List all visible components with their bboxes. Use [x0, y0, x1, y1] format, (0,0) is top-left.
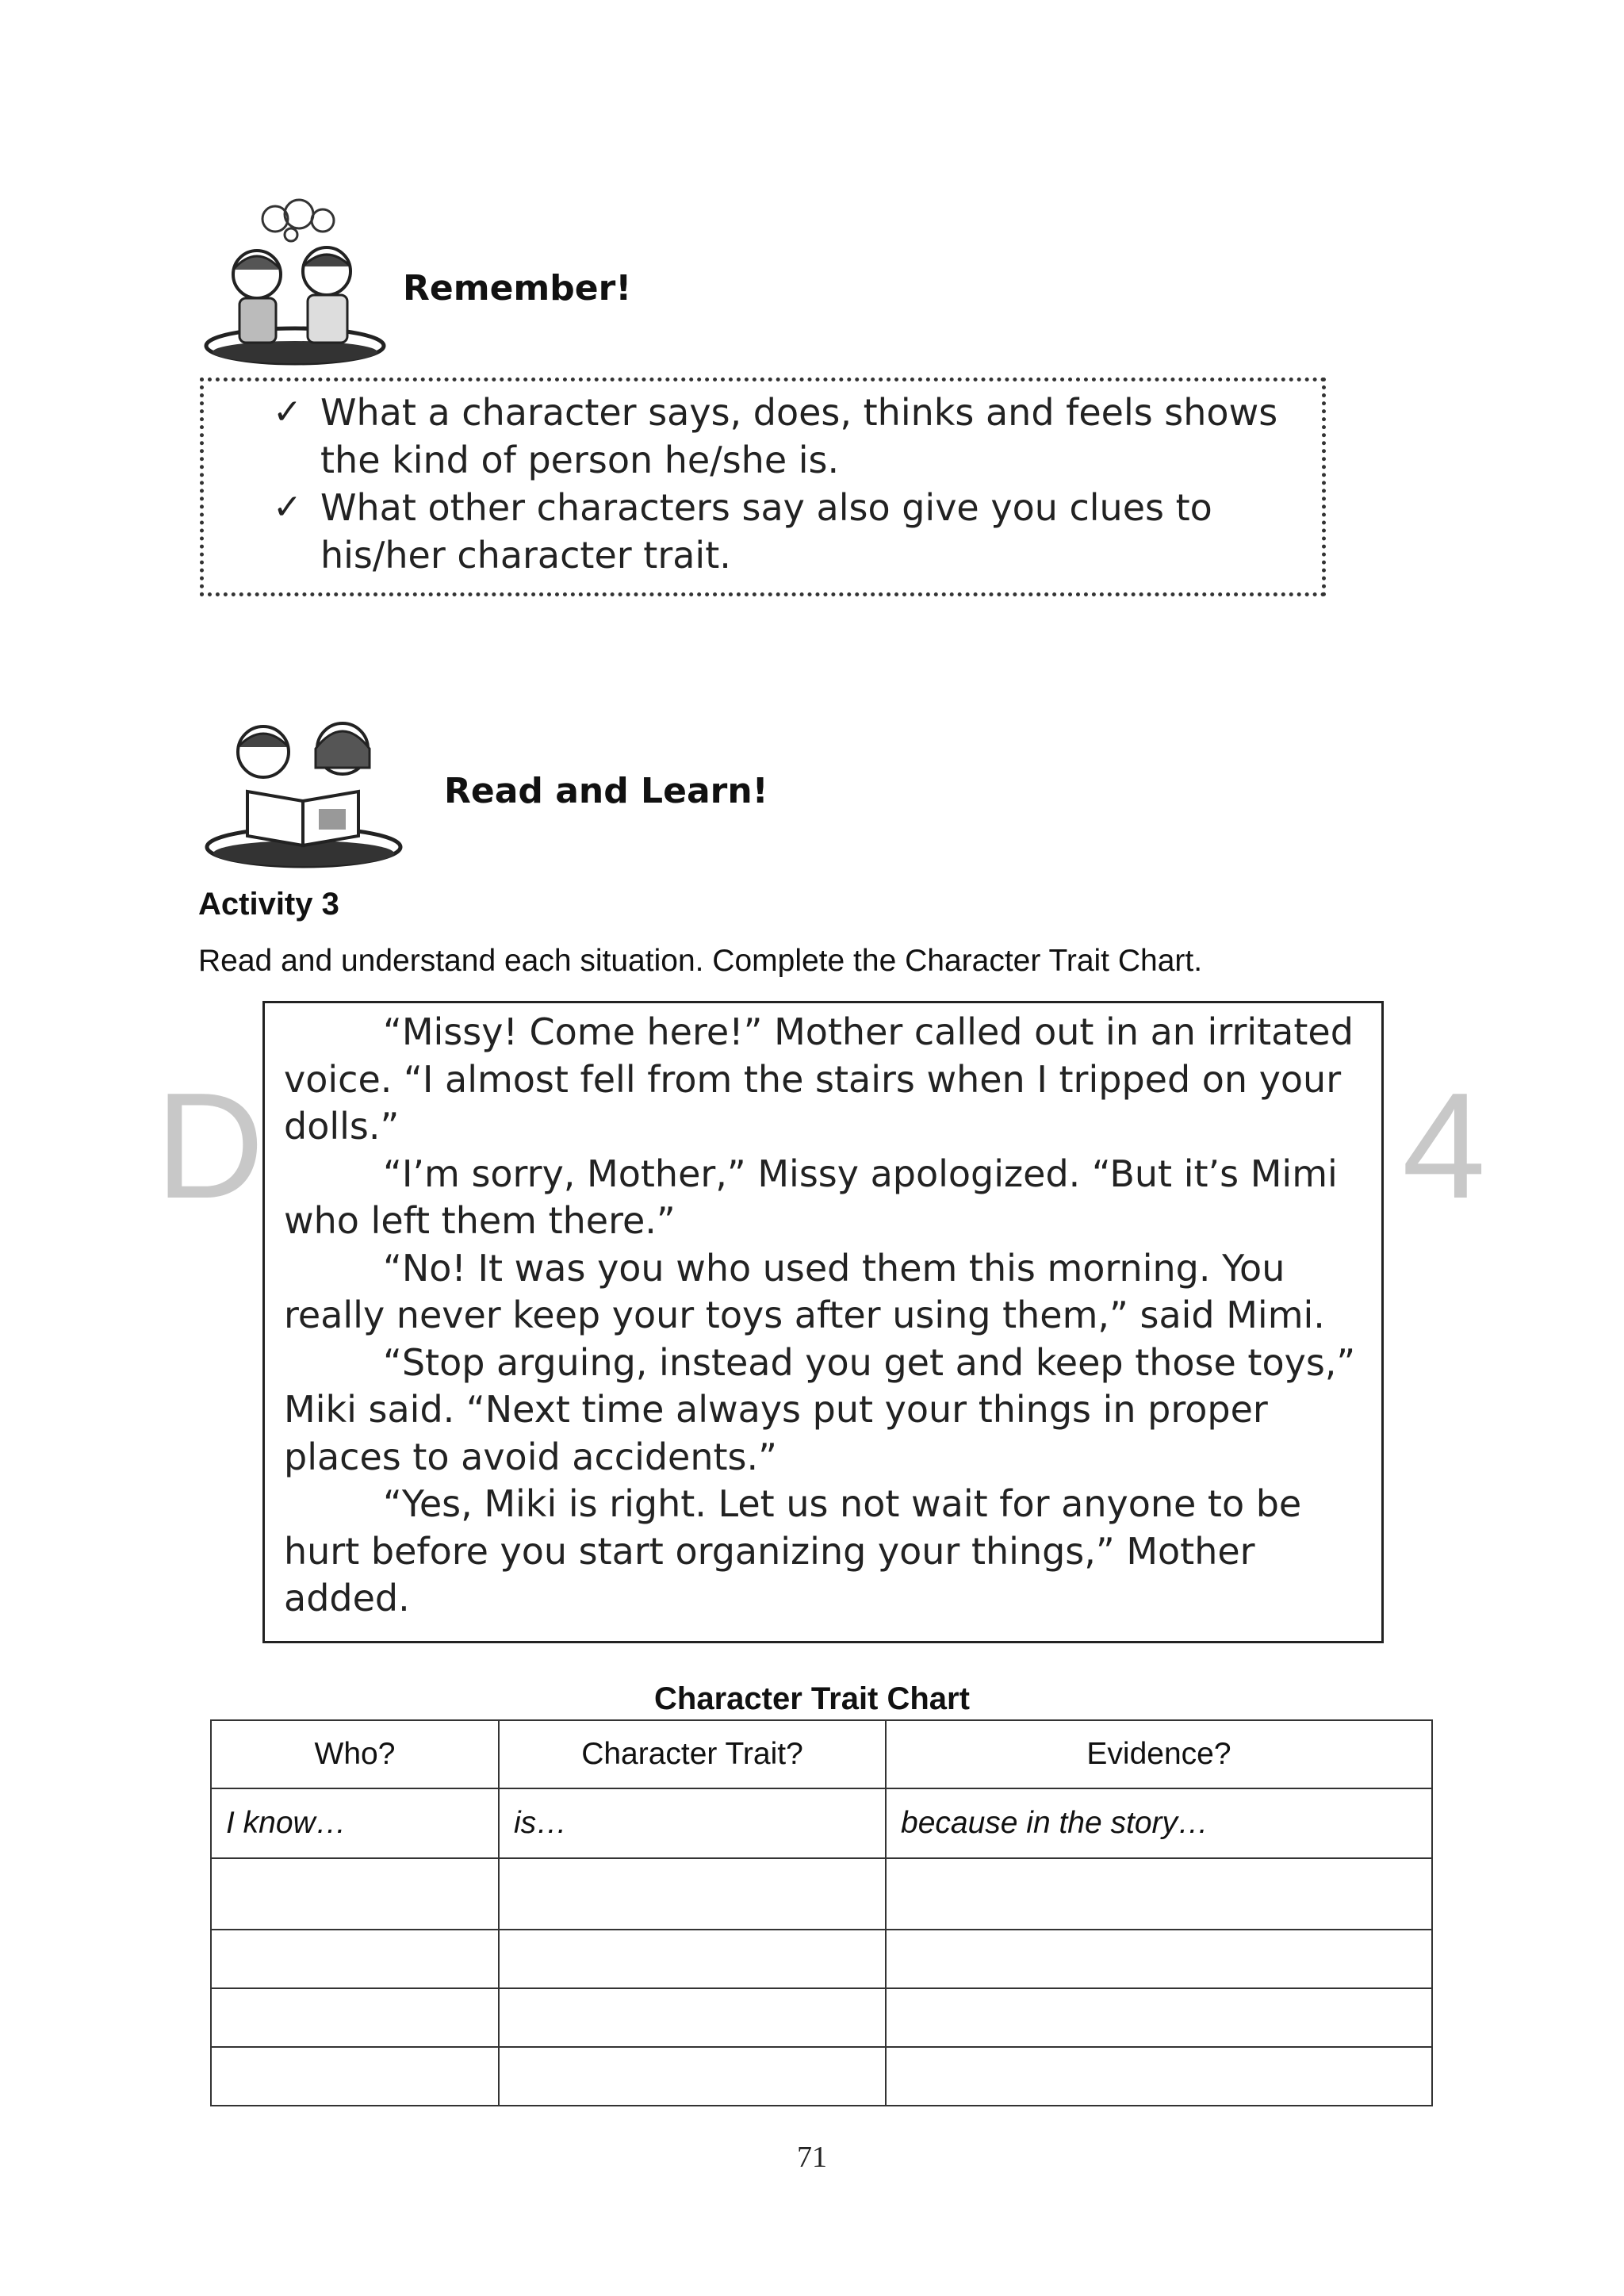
table-header-row	[211, 1720, 1432, 1788]
subheader-who: I know…	[211, 1788, 499, 1858]
remember-title: Remember!	[403, 268, 632, 309]
answer-cell[interactable]	[211, 2047, 499, 2106]
answer-cell[interactable]	[886, 1858, 1432, 1930]
remember-illustration	[200, 197, 390, 368]
answer-cell[interactable]	[211, 1988, 499, 2047]
subheader-evidence: because in the story…	[886, 1788, 1432, 1858]
story-paragraph: “Yes, Miki is right. Let us not wait for anyone to be hurt before you start organizing your things,” Mother added.	[284, 1482, 1302, 1619]
header-who: Who?	[211, 1720, 499, 1788]
answer-cell[interactable]	[211, 1930, 499, 1988]
character-trait-table	[210, 1719, 1433, 2106]
page-number: 71	[797, 2141, 827, 2174]
children-thinking-icon	[200, 197, 390, 368]
story-paragraph: “No! It was you who used them this morning. You really never keep your toys after using them,” said Mimi.	[284, 1246, 1325, 1336]
story-text	[284, 1009, 1370, 1623]
remember-item-text: What other characters say also give you clues to his/her character trait.	[320, 486, 1212, 577]
table-row	[211, 1858, 1432, 1930]
table-subheader-row	[211, 1788, 1432, 1858]
remember-list	[270, 389, 1316, 579]
story-paragraph: “Missy! Come here!” Mother called out in an irritated voice. “I almost fell from the stairs when I tripped on your dolls.”	[284, 1010, 1354, 1148]
table-row	[211, 2047, 1432, 2106]
watermark-right: 4	[1402, 1062, 1486, 1230]
children-reading-icon	[200, 712, 408, 871]
subheader-trait: is…	[499, 1788, 886, 1858]
answer-cell[interactable]	[499, 2047, 886, 2106]
answer-cell[interactable]	[886, 1930, 1432, 1988]
activity-title: Activity 3	[198, 887, 339, 922]
remember-item	[270, 484, 1316, 579]
answer-cell[interactable]	[499, 1988, 886, 2047]
check-icon: ✓	[273, 392, 302, 432]
activity-instructions: Read and understand each situation. Complete the Character Trait Chart.	[198, 944, 1203, 978]
table-row	[211, 1930, 1432, 1988]
story-paragraph: “Stop arguing, instead you get and keep those toys,” Miki said. “Next time always put your things in proper places to avoid accidents.”	[284, 1340, 1356, 1478]
header-evidence: Evidence?	[886, 1720, 1432, 1788]
table-row	[211, 1988, 1432, 2047]
answer-cell[interactable]	[886, 1988, 1432, 2047]
answer-cell[interactable]	[886, 2047, 1432, 2106]
read-learn-illustration	[200, 712, 408, 871]
answer-cell[interactable]	[499, 1858, 886, 1930]
remember-item-text: What a character says, does, thinks and feels shows the kind of person he/she is.	[320, 391, 1278, 481]
header-character-trait: Character Trait?	[499, 1720, 886, 1788]
answer-cell[interactable]	[211, 1858, 499, 1930]
read-learn-title: Read and Learn!	[444, 771, 768, 811]
answer-cell[interactable]	[499, 1930, 886, 1988]
watermark-left: D	[155, 1062, 265, 1230]
story-paragraph: “I’m sorry, Mother,” Missy apologized. “But it’s Mimi who left them there.”	[284, 1152, 1338, 1242]
remember-item	[270, 389, 1316, 484]
chart-title: Character Trait Chart	[654, 1681, 970, 1716]
check-icon: ✓	[273, 487, 302, 527]
